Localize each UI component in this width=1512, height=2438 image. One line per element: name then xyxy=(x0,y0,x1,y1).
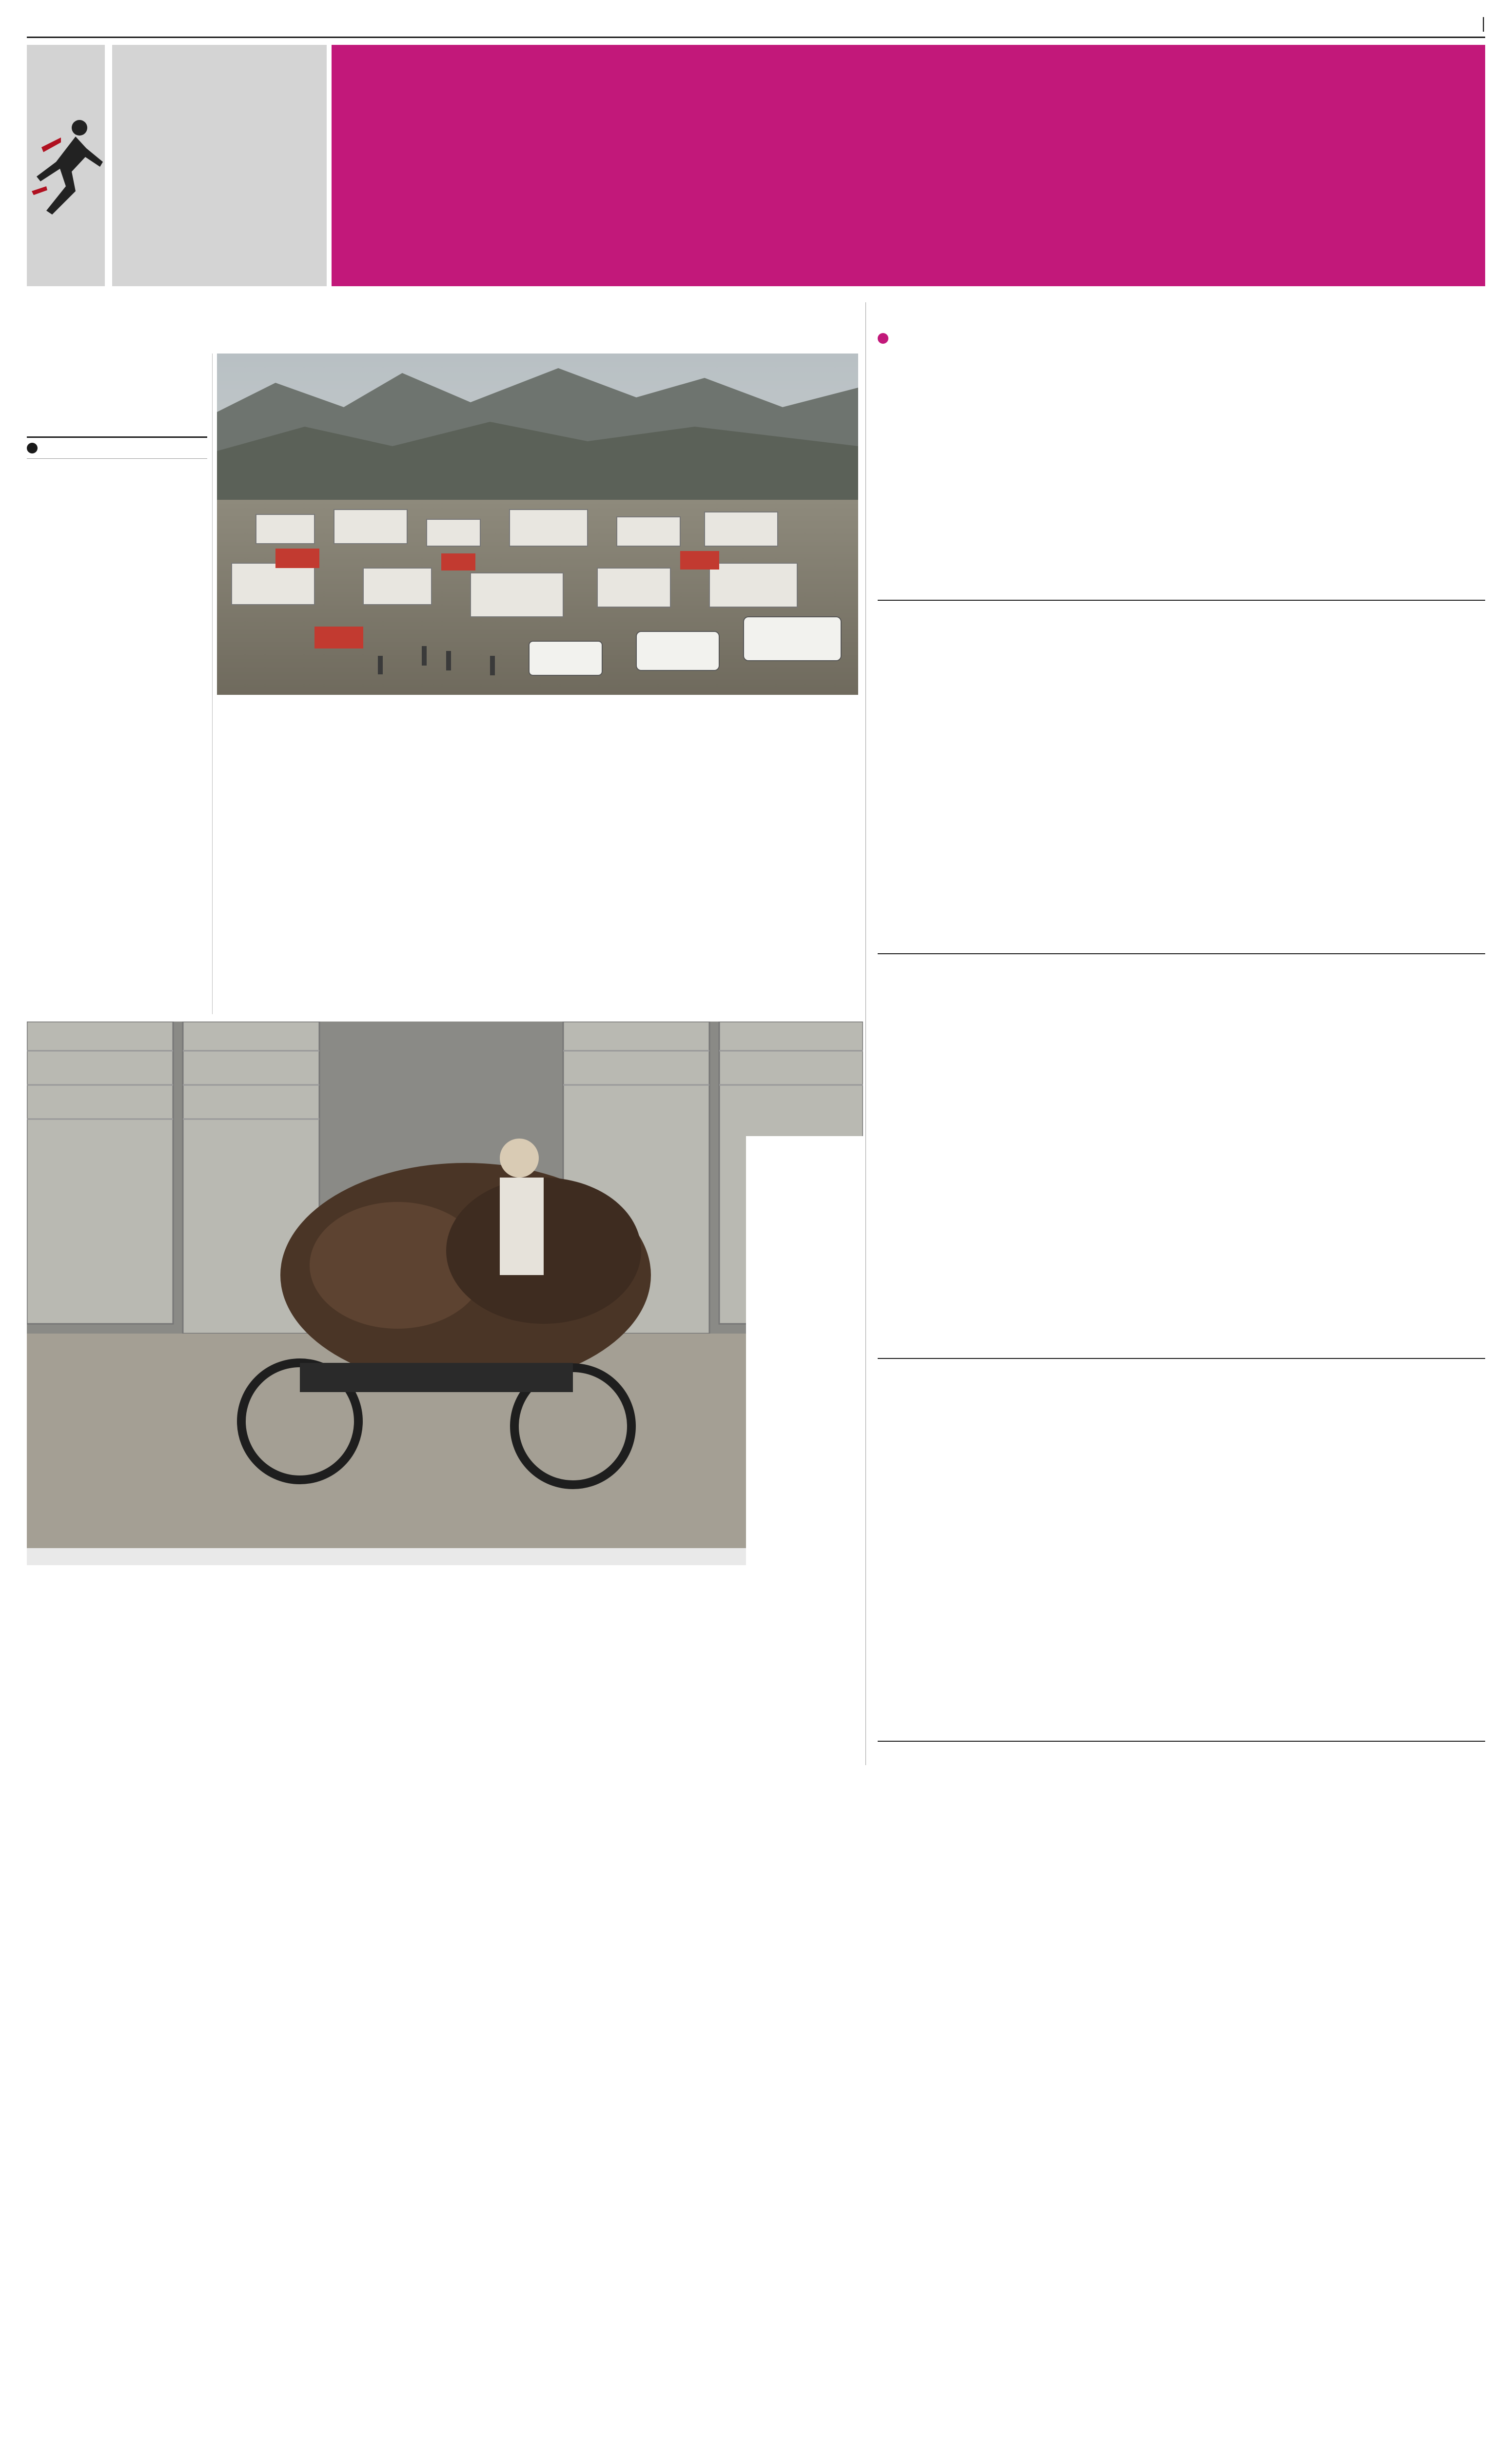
motorcyclists-photo xyxy=(27,1022,863,1565)
masthead-rule xyxy=(27,37,1485,38)
top-brief-box xyxy=(112,45,327,286)
lead-byline xyxy=(27,436,207,455)
tribune-logo-icon xyxy=(27,443,38,453)
column-rule xyxy=(865,302,866,1765)
brief-rule xyxy=(878,1358,1485,1359)
brief-1 xyxy=(878,607,1485,944)
brief-rule xyxy=(878,600,1485,601)
masthead-date: | xyxy=(1481,15,1485,32)
brief-4 xyxy=(878,1748,1485,2119)
lead-col-1 xyxy=(27,480,207,1014)
stat-kicker xyxy=(878,331,892,346)
lead-col-3 xyxy=(380,702,531,1014)
lead-col-5 xyxy=(707,356,858,1014)
column-rule xyxy=(212,354,213,1014)
top-banner-art xyxy=(27,45,105,286)
brief-3 xyxy=(878,1365,1485,1731)
runner-silhouette-icon xyxy=(27,45,105,286)
lead-col-2 xyxy=(217,702,368,1014)
lead-place xyxy=(27,458,207,462)
section-banner xyxy=(332,45,1485,286)
lead-col-4 xyxy=(544,702,695,1014)
brief-rule xyxy=(878,1741,1485,1742)
lead-byline-block xyxy=(27,436,207,462)
eid-area xyxy=(746,1136,863,1765)
hides-photo xyxy=(27,1022,863,1565)
brief-rule xyxy=(878,953,1485,954)
brief-2 xyxy=(878,961,1485,1351)
tribune-logo-icon xyxy=(878,333,888,344)
